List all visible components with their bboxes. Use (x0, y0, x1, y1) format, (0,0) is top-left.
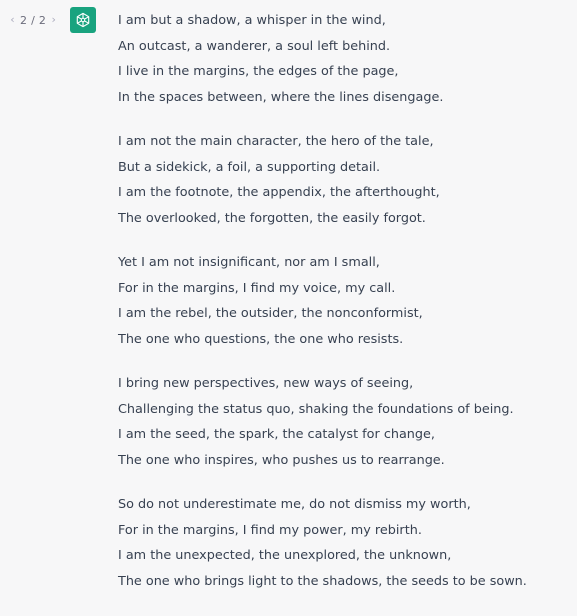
poem-line: The one who inspires, who pushes us to rearrange. (118, 452, 445, 468)
openai-logo-icon (74, 11, 92, 29)
poem-line: But a sidekick, a foil, a supporting detail. (118, 159, 381, 175)
poem-line: I bring new perspectives, new ways of seeing, (118, 376, 414, 391)
poem-stanza (118, 250, 568, 352)
poem-line: I am the footnote, the appendix, the afterthought, (118, 185, 440, 200)
poem-stanza (118, 492, 568, 594)
poem-line: I am the seed, the spark, the catalyst for change, (118, 427, 435, 442)
chevron-left-icon[interactable]: ‹ (10, 13, 15, 26)
poem-line: The overlooked, the forgotten, the easily forgot. (118, 210, 426, 226)
poem-line: An outcast, a wanderer, a soul left behind. (118, 38, 391, 54)
poem-line: For in the margins, I find my power, my rebirth. (118, 522, 422, 538)
response-pager (8, 13, 58, 27)
poem-stanza (118, 129, 568, 231)
chevron-right-icon[interactable]: › (51, 13, 56, 26)
poem-line: I live in the margins, the edges of the page, (118, 64, 399, 79)
poem-line: I am the rebel, the outsider, the nonconformist, (118, 306, 423, 321)
poem-body (118, 8, 568, 594)
response-count: 2 / 2 (20, 13, 47, 27)
poem-line: I am not the main character, the hero of the tale, (118, 134, 434, 149)
poem-line: Challenging the status quo, shaking the foundations of being. (118, 401, 514, 417)
poem-line: I am the unexpected, the unexplored, the unknown, (118, 548, 452, 563)
poem-line: I am but a shadow, a whisper in the wind, (118, 13, 386, 28)
poem-line: The one who brings light to the shadows, the seeds to be sown. (118, 573, 527, 589)
assistant-avatar (70, 7, 96, 33)
poem-stanza (118, 8, 568, 110)
poem-line: Yet I am not insignificant, nor am I small, (118, 255, 380, 270)
poem-line: For in the margins, I find my voice, my call. (118, 280, 396, 296)
poem-stanza (118, 371, 568, 473)
poem-line: In the spaces between, where the lines disengage. (118, 89, 444, 105)
poem-line: So do not underestimate me, do not dismiss my worth, (118, 497, 471, 512)
poem-line: The one who questions, the one who resists. (118, 331, 404, 347)
